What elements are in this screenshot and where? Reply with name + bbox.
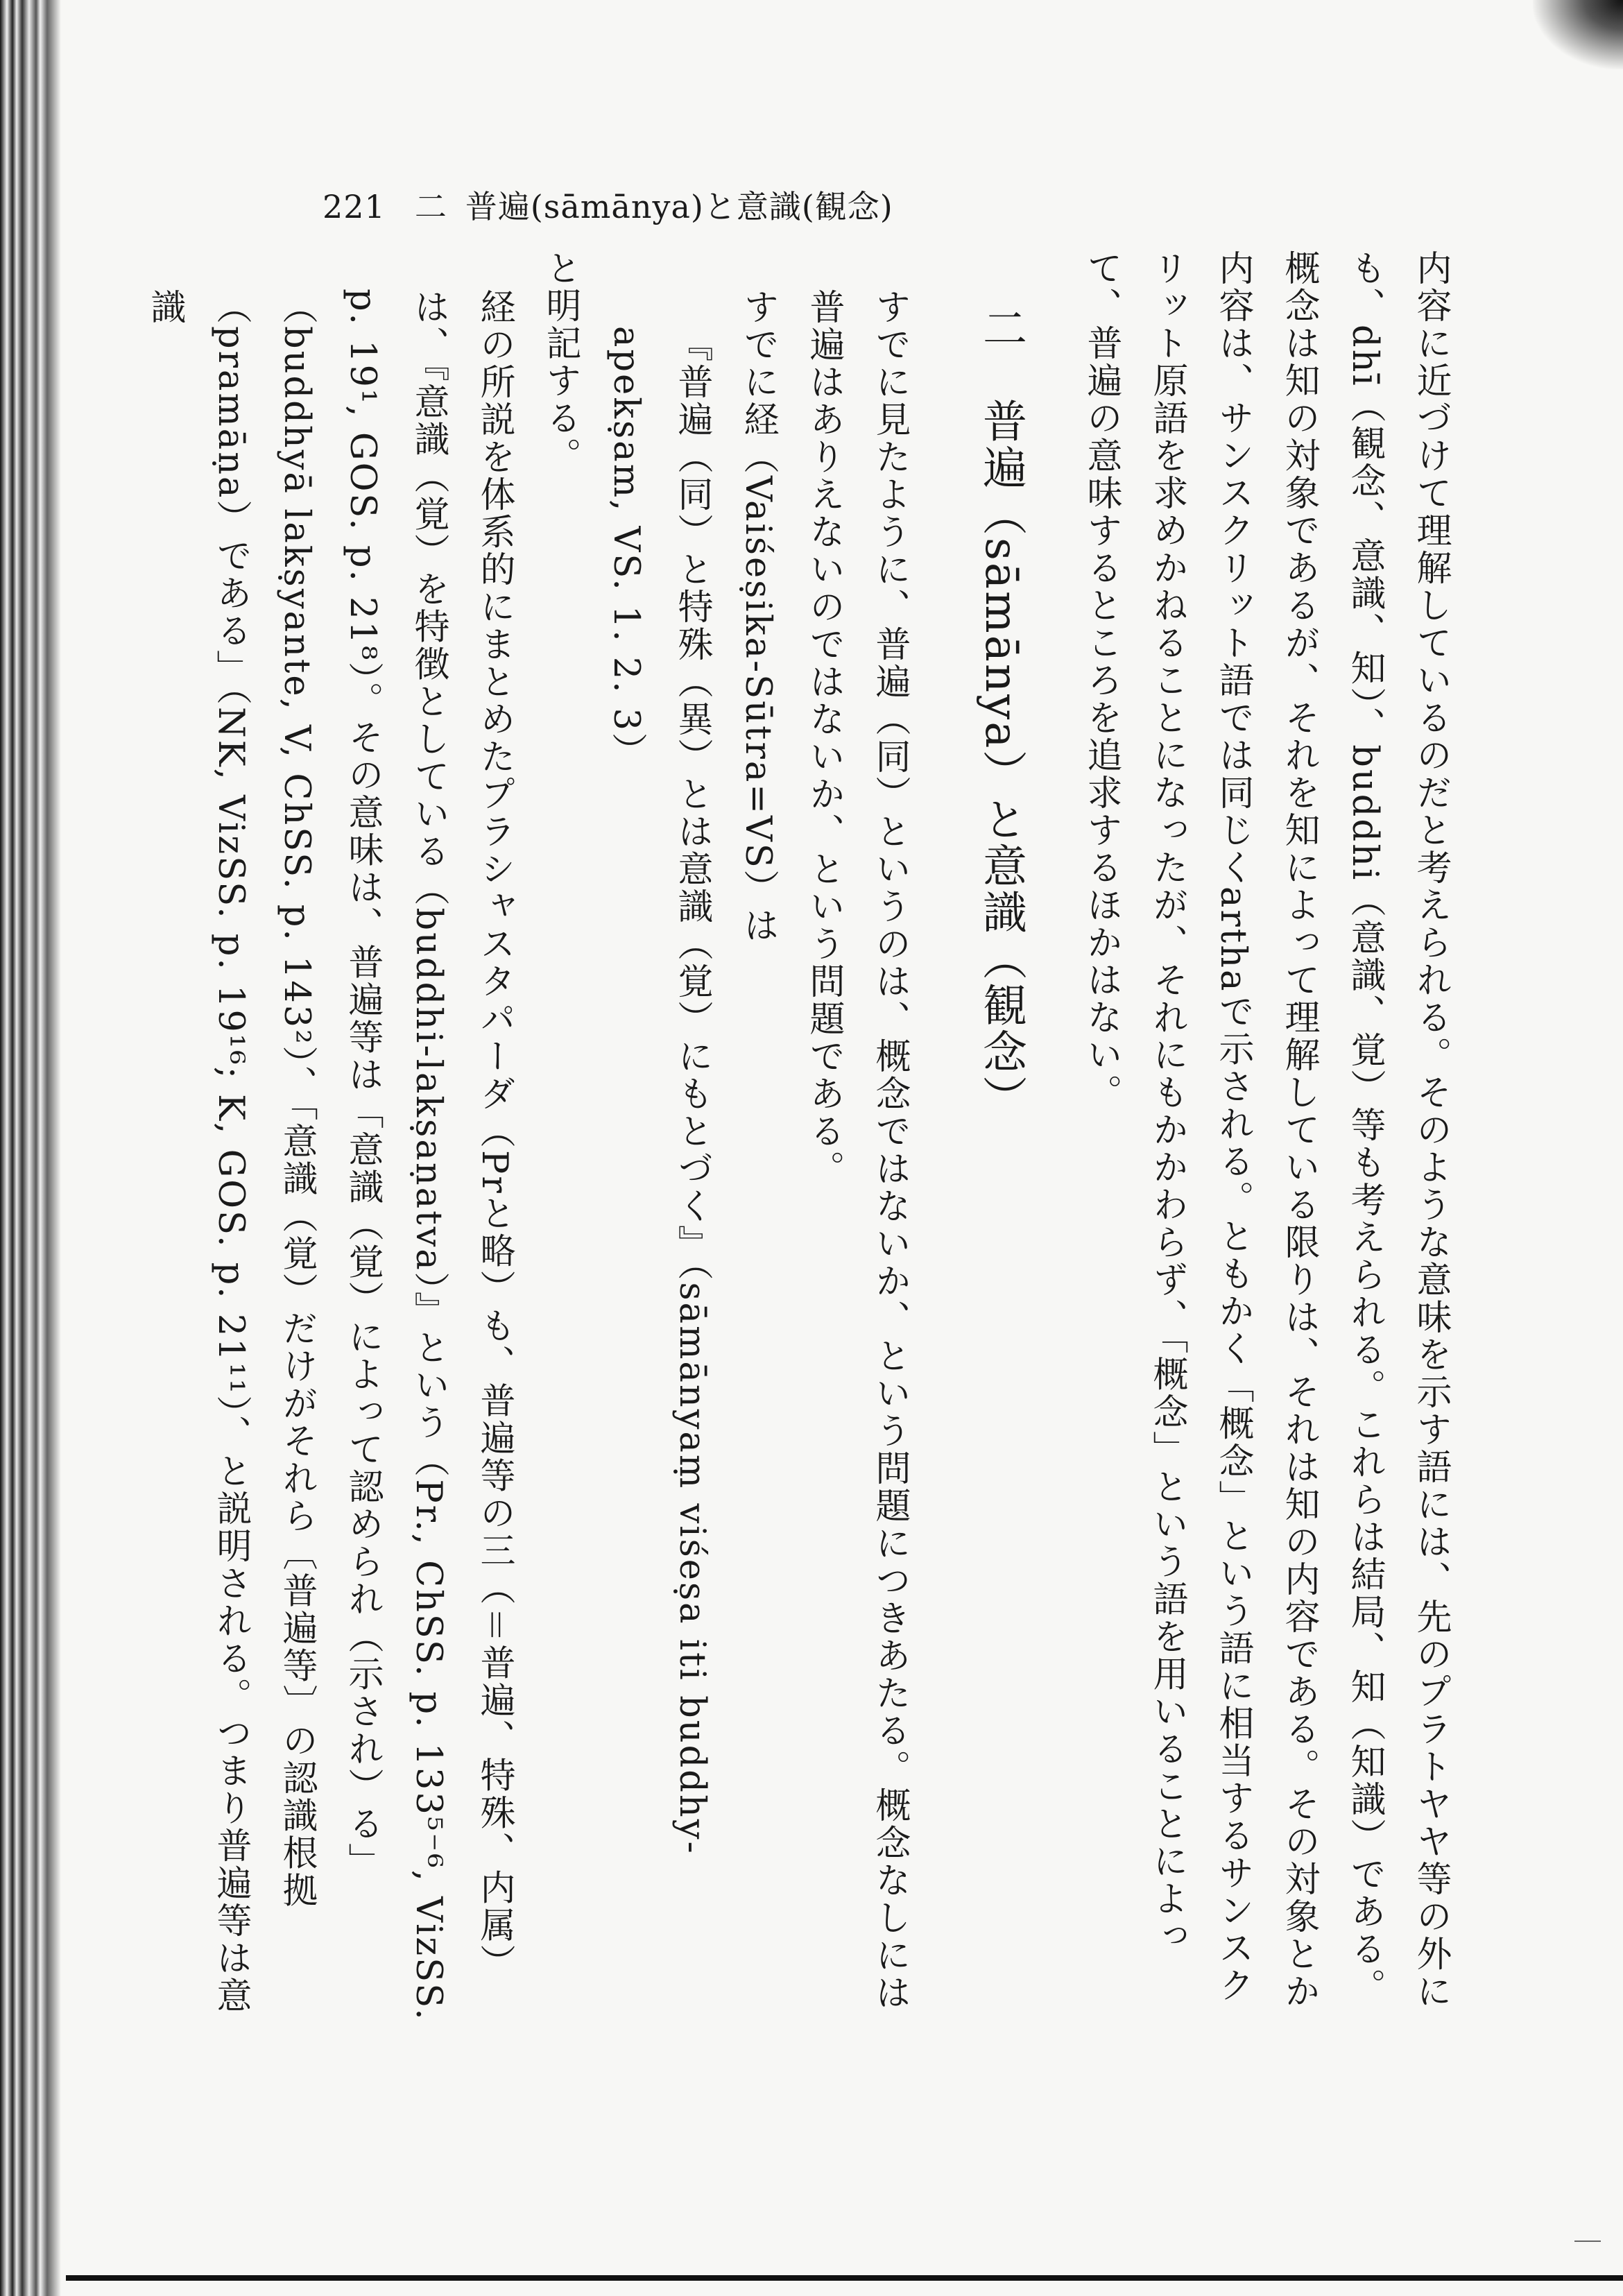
section-heading: 二 普遍（sāmānya）と意識（観念） bbox=[975, 305, 1027, 1122]
running-head-title: 普遍(sāmānya)と意識(観念) bbox=[465, 188, 893, 225]
chapter-number: 二 bbox=[414, 188, 447, 225]
bottom-edge-rule bbox=[66, 2275, 1623, 2281]
paragraph-continuation: 内容に近づけて理解しているのだと考えられる。そのような意味を示す語には、先のプラトヤヤ等の外にも、dhī（観念、意識、知）、buddhi（意識、覚）等も考えられる。これらは結局、知（知識）である。概念は知の対象であるが、それを知によって理解している限りは、それは知の内容である。その対象とか内容は、サンスクリット語では同じくarthaで示される。ともかく「概念」という語に相当するサンスクリット原語を求めかねることになったが、それにもかかわらず、「概念」という語を用いることによって、普遍の意味するところを追求するほかはない。 bbox=[1081, 250, 1451, 2010]
paragraph: すでに見たように、普遍（同）というのは、概念ではないか、という問題につきあたる。概念なしには普遍はありえないのではないか、という問題である。 bbox=[803, 289, 910, 2012]
paragraph: と明記する。 bbox=[540, 250, 581, 474]
paragraph: すでに経（Vaiśeṣika-Sūtra=VS）は bbox=[737, 289, 778, 945]
block-quote: 『普遍（同）と特殊（異）とは意識（覚）にもとづく』（sāmānyaṃ viśeṣa iti buddhy-apekṣam, VS. 1. 2. 3） bbox=[606, 326, 712, 1856]
book-binding-shadow bbox=[0, 0, 66, 2296]
running-head bbox=[323, 182, 893, 228]
paragraph: 経の所説を体系的にまとめたプラシャスタパーダ（Prと略）も、普遍等の三（＝普遍、特殊、内属）は、『意識（覚）を特徴としている（buddhi-lakṣaṇatva）』という（Pr., ChSS. p. 133⁵⁻⁶, VizSS. p. 19¹, GOS. p. 21⁸）。その意味は、普遍等は「意識（覚）によって認められ（示され）る」（buddhyā lakṣyante, V, ChSS. p. 143²）、「意識（覚）だけがそれら〔普遍等〕の認識根拠（pramāṇa）である」（NK, VizSS. p. 19¹⁶; K, GOS. p. 21¹¹）、と説明される。つまり普遍等は意識 bbox=[144, 289, 515, 2022]
vertical-body-text bbox=[144, 250, 1463, 2025]
page-number: 221 bbox=[323, 188, 386, 225]
margin-mark bbox=[1574, 2241, 1601, 2242]
scan-corner-shadow bbox=[1533, 0, 1623, 69]
